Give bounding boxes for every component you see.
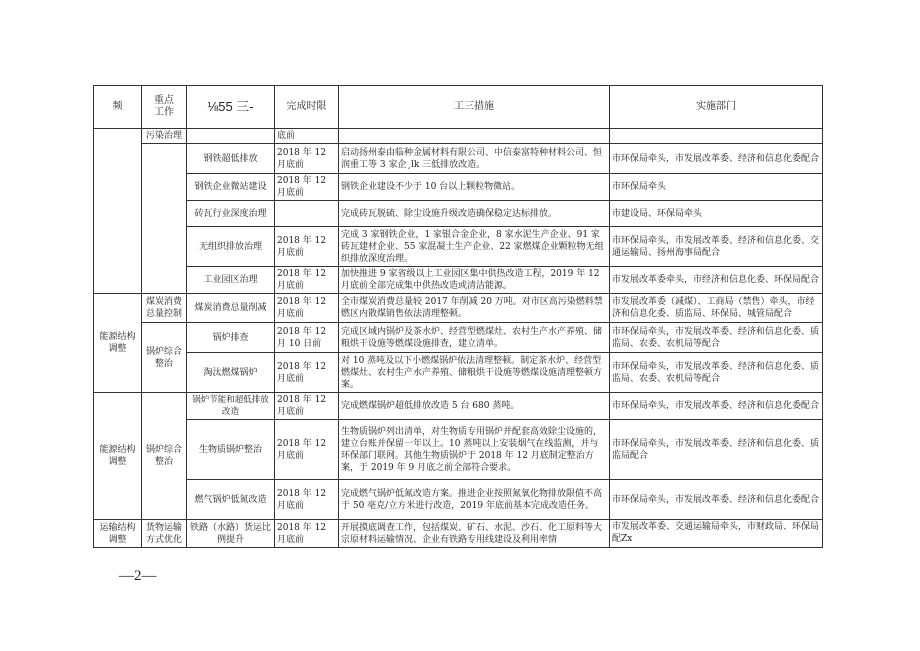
item-cell: 无组织排放治理 bbox=[187, 227, 275, 267]
category-cell: 运输结构调整 bbox=[94, 520, 142, 548]
header-key-work bbox=[142, 86, 187, 129]
measure-cell: 对 10 蒸吨及以下小燃煤锅炉依法清理整顿。制定茶水炉、经营型燃煤灶、农村生产水产养殖、储粮烘干设施等燃煤设施清理整顿方案。 bbox=[339, 353, 610, 393]
measure-cell: 完成燃煤锅炉超低排放改造 5 台 680 蒸吨。 bbox=[339, 393, 610, 420]
dept-cell: 市环保局牵头，市发展改革委、经济和信息化委、质监局配合 bbox=[610, 420, 823, 480]
measure-cell: 全市煤炭消费总量较 2017 年削减 20 万吨。对市区高污染燃料禁燃区内散煤销售依法清理整顿。 bbox=[339, 294, 610, 323]
measure-cell bbox=[339, 129, 610, 144]
dept-cell: 市环保局牵头，市发展改革委、经济和信息化委、质监局、农委、农机局等配合 bbox=[610, 353, 823, 393]
header-department: 实施部门 bbox=[610, 86, 823, 129]
page-number: —2— bbox=[119, 568, 157, 584]
category-cell: 能源结构调整 bbox=[94, 393, 142, 520]
item-cell: 锅炉排查 bbox=[187, 323, 275, 353]
table-row bbox=[94, 227, 823, 267]
measure-cell: 完成 3 家钢铁企业，1 家银合金企业，8 家水泥生产企业、91 家砖瓦建材企业、55 家混凝土生产企业、22 家燃煤企业颗粒物无组织排放深度治理。 bbox=[339, 227, 610, 267]
deadline-cell: 2018 年 12 月底前 bbox=[275, 520, 339, 548]
key-work-cell: 污染治理 bbox=[142, 129, 187, 144]
item-cell: 钢铁超低排放 bbox=[187, 144, 275, 174]
category-cell: 能源结构调整 bbox=[94, 294, 142, 393]
category-cell bbox=[94, 129, 142, 294]
deadline-cell: 2018 年 12 月底前 bbox=[275, 267, 339, 294]
item-cell: 铁路（水路）货运比例提升 bbox=[187, 520, 275, 548]
header-key-work-l1: 重点 bbox=[154, 95, 174, 106]
header-row bbox=[94, 86, 823, 129]
measure-cell: 开展摸底调查工作，包括煤炭、矿石、水泥、沙石、化工原料等大宗原材料运输情况、企业有铁路专用线建设及利用率情 bbox=[339, 520, 610, 548]
deadline-cell: 2018 年 12 月底前 bbox=[275, 353, 339, 393]
deadline-cell: 2018 年 12 月 10 日前 bbox=[275, 323, 339, 353]
table-row bbox=[94, 520, 823, 548]
table-row bbox=[94, 201, 823, 227]
item-cell: 生物质锅炉整治 bbox=[187, 420, 275, 480]
dept-cell: 市环保局牵头，市发展改革委、经济和信息化委配合 bbox=[610, 144, 823, 174]
key-work-cell: 煤炭消费总量控制 bbox=[142, 294, 187, 323]
item-cell: 燃气锅炉低氮改造 bbox=[187, 480, 275, 520]
deadline-cell: 2018 年 12 月底前 bbox=[275, 480, 339, 520]
table-row bbox=[94, 144, 823, 174]
key-work-cell: 锅炉综合整治 bbox=[142, 393, 187, 520]
measure-cell: 生物质锅炉列出清单，对生物质专用锅炉并配套高效除尘设施的，建立台账并保留一年以上。10 蒸吨以上安装烟气在线监测，并与环保部门联网。其他生物质锅炉于 2018 年 12 月底制定整治方案，于 2019 年 9 月底之前全部符合要求。 bbox=[339, 420, 610, 480]
key-work-cell: 货物运输方式优化 bbox=[142, 520, 187, 548]
table-row bbox=[94, 267, 823, 294]
deadline-cell: 底前 bbox=[275, 129, 339, 144]
measure-cell: 完成砖瓦脱硫、除尘设施升级改造确保稳定达标排放。 bbox=[339, 201, 610, 227]
table-row bbox=[94, 174, 823, 201]
header-key-work-l2: 工作 bbox=[154, 107, 174, 118]
item-cell bbox=[187, 129, 275, 144]
dept-cell: 市发展改革委、交通运输局牵头，市财政局、环保局配Zx bbox=[610, 520, 823, 548]
dept-cell: 市环保局牵头，市发展改革委、经济和信息化委配合 bbox=[610, 393, 823, 420]
dept-cell: 市环保局牵头，市发展改革委、经济和信息化委配合 bbox=[610, 480, 823, 520]
item-cell: 煤炭消费总量削减 bbox=[187, 294, 275, 323]
dept-cell: 市环保局牵头 bbox=[610, 174, 823, 201]
measure-cell: 加快推进 9 家省级以上工业园区集中供热改造工程，2019 年 12 月底前全部完成集中供热改造或清洁能源。 bbox=[339, 267, 610, 294]
item-cell: 锅炉节能和超低排放改造 bbox=[187, 393, 275, 420]
table-row bbox=[94, 353, 823, 393]
item-cell: 工业园区治理 bbox=[187, 267, 275, 294]
header-deadline: 完成时限 bbox=[275, 86, 339, 129]
deadline-cell: 2018 年 12 月底前 bbox=[275, 294, 339, 323]
table-row bbox=[94, 393, 823, 420]
table-row bbox=[94, 294, 823, 323]
table-row bbox=[94, 480, 823, 520]
document-page bbox=[93, 85, 822, 548]
deadline-cell: 2018 年 12 月底前 bbox=[275, 393, 339, 420]
header-item: ⅛55 三- bbox=[187, 86, 275, 129]
measure-cell: 钢铁企业建设不少于 10 台以上颗粒物微站。 bbox=[339, 174, 610, 201]
table-row bbox=[94, 323, 823, 353]
dept-cell: 市建设局、环保局牵头 bbox=[610, 201, 823, 227]
header-category: 频 bbox=[94, 86, 142, 129]
dept-cell: 市环保局牵头，市发展改革委、经济和信息化委、交通运输局、扬州海事局配合 bbox=[610, 227, 823, 267]
dept-cell: 市环保局牵头，市发展改革委、经济和信息化委、质监局、农委、农机局等配合 bbox=[610, 323, 823, 353]
measure-cell: 完成区域内锅炉及茶水炉、经营型燃煤灶、农村生产水产养殖、储粮烘干设施等燃煤设施排查，建立清单。 bbox=[339, 323, 610, 353]
deadline-cell: 2018 年 12 月底前 bbox=[275, 420, 339, 480]
deadline-cell bbox=[275, 201, 339, 227]
measure-cell: 启动扬州泰由临种金属材料有限公司、中信泰富特种材料公司、恒润重工等 3 家企¸lk 三低排放改造。 bbox=[339, 144, 610, 174]
dept-cell bbox=[610, 129, 823, 144]
key-work-cell bbox=[142, 144, 187, 294]
dept-cell: 市发展改革委（减煤）、工商局（禁售）牵头，市经济和信息化委、质监局、环保局、城管局配合 bbox=[610, 294, 823, 323]
item-cell: 钢铁企业微站建设 bbox=[187, 174, 275, 201]
measures-table bbox=[93, 85, 823, 548]
key-work-cell: 锅炉综合整治 bbox=[142, 323, 187, 393]
table-row bbox=[94, 129, 823, 144]
deadline-cell: 2018 年 12 月底前 bbox=[275, 174, 339, 201]
deadline-cell: 2018 年 12 月底前 bbox=[275, 144, 339, 174]
dept-cell: 市发展改革委牵头，市经济和信息化委、环保局配合 bbox=[610, 267, 823, 294]
table-row bbox=[94, 420, 823, 480]
item-cell: 砖瓦行业深度治理 bbox=[187, 201, 275, 227]
header-measures: 工三措施 bbox=[339, 86, 610, 129]
measure-cell: 完成燃气锅炉低氮改造方案。推进企业按照氮氧化物排放限值不高于 50 亳克/立方米进行改造，2019 年底前基本完成改造任务。 bbox=[339, 480, 610, 520]
item-cell: 淘汰燃煤锅炉 bbox=[187, 353, 275, 393]
deadline-cell: 2018 年 12 月底前 bbox=[275, 227, 339, 267]
